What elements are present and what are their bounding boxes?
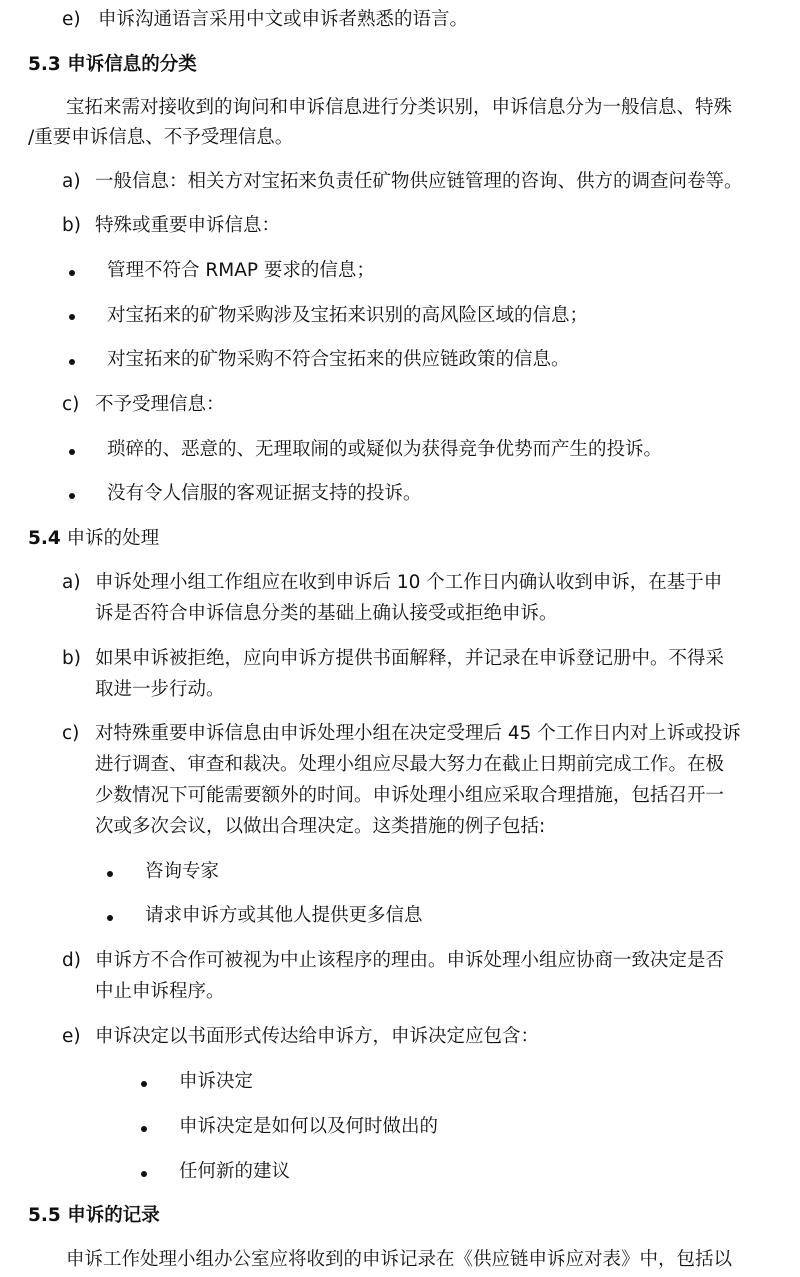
bullet-text: 对宝拓来的矿物采购不符合宝拓来的供应链政策的信息。 [107, 349, 570, 370]
bullet-text: 申诉决定是如何以及何时做出的 [179, 1116, 439, 1137]
bullet-text: 没有令人信服的客观证据支持的投诉。 [107, 483, 422, 504]
item-label: c) [62, 394, 80, 415]
item-text: 不予受理信息： [95, 394, 225, 415]
bullet-text: 琐碎的、恶意的、无理取闹的或疑似为获得竞争优势而产生的投诉。 [107, 439, 663, 460]
item-label: d) [62, 950, 81, 971]
section-title: 申诉的处理 [66, 528, 160, 549]
bullet-text: 管理不符合 RMAP 要求的信息； [107, 260, 375, 281]
bullet [107, 915, 113, 921]
item-label: c) [62, 723, 80, 744]
section-heading-5-4 [28, 523, 159, 554]
item-text: 如果申诉被拒绝，应向申诉方提供书面解释，并记录在申诉登记册中。不得采 [95, 648, 725, 669]
bullet-text: 申诉决定 [179, 1071, 254, 1092]
item-text: 申诉处理小组工作组应在收到申诉后 10 个工作日内确认收到申诉，在基于申 [95, 572, 723, 593]
bullet [69, 359, 75, 365]
bullet [69, 270, 75, 276]
item-text: 申诉方不合作可被视为中止该程序的理由。申诉处理小组应协商一致决定是否 [95, 950, 725, 971]
item-label: b) [62, 215, 81, 236]
bullet [141, 1171, 147, 1177]
item-text: 诉是否符合申诉信息分类的基础上确认接受或拒绝申诉。 [95, 603, 558, 624]
item-label: b) [62, 648, 81, 669]
bullet [107, 871, 113, 877]
section-heading-5-5 [28, 1200, 160, 1231]
paragraph-line: 宝拓来需对接收到的询问和申诉信息进行分类识别，申诉信息分为一般信息、特殊 [66, 97, 733, 118]
item-text: 申诉决定以书面形式传达给申诉方，申诉决定应包含： [95, 1026, 540, 1047]
item-text: 申诉沟通语言采用中文或申诉者熟悉的语言。 [98, 9, 469, 30]
section-heading-5-3 [28, 49, 197, 80]
section-number: 5.3 [28, 54, 61, 75]
item-text: 特殊或重要申诉信息： [95, 215, 281, 236]
bullet [141, 1081, 147, 1087]
bullet [69, 314, 75, 320]
section-number: 5.5 [28, 1205, 61, 1226]
item-label: a) [62, 171, 81, 192]
item-text: 进行调查、审查和裁决。处理小组应尽最大努力在截止日期前完成工作。在极 [95, 754, 725, 775]
item-text: 少数情况下可能需要额外的时间。申诉处理小组应采取合理措施，包括召开一 [95, 785, 725, 806]
bullet-text: 请求申诉方或其他人提供更多信息 [145, 905, 423, 926]
bullet-text: 对宝拓来的矿物采购涉及宝拓来识别的高风险区域的信息； [107, 305, 589, 326]
section-number: 5.4 [28, 528, 61, 549]
bullet [69, 493, 75, 499]
item-text: 中止申诉程序。 [95, 981, 225, 1002]
paragraph-line: /重要申诉信息、不予受理信息。 [28, 127, 294, 148]
section-title: 申诉信息的分类 [67, 54, 197, 75]
item-label: a) [62, 572, 81, 593]
item-label: e) [62, 1026, 81, 1047]
bullet-text: 咨询专家 [145, 861, 220, 882]
item-text: 取进一步行动。 [95, 679, 225, 700]
paragraph-line: 申诉工作处理小组办公室应将收到的申诉记录在《供应链申诉应对表》中，包括以 [66, 1249, 733, 1270]
item-text: 一般信息：相关方对宝拓来负责任矿物供应链管理的咨询、供方的调查问卷等。 [95, 171, 743, 192]
item-text: 对特殊重要申诉信息由申诉处理小组在决定受理后 45 个工作日内对上诉或投诉 [95, 723, 741, 744]
bullet [141, 1126, 147, 1132]
item-label: e) [62, 9, 81, 30]
bullet [69, 449, 75, 455]
bullet-text: 任何新的建议 [179, 1161, 291, 1182]
section-title: 申诉的记录 [67, 1205, 160, 1226]
item-text: 次或多次会议，以做出合理决定。这类措施的例子包括: [95, 816, 546, 837]
